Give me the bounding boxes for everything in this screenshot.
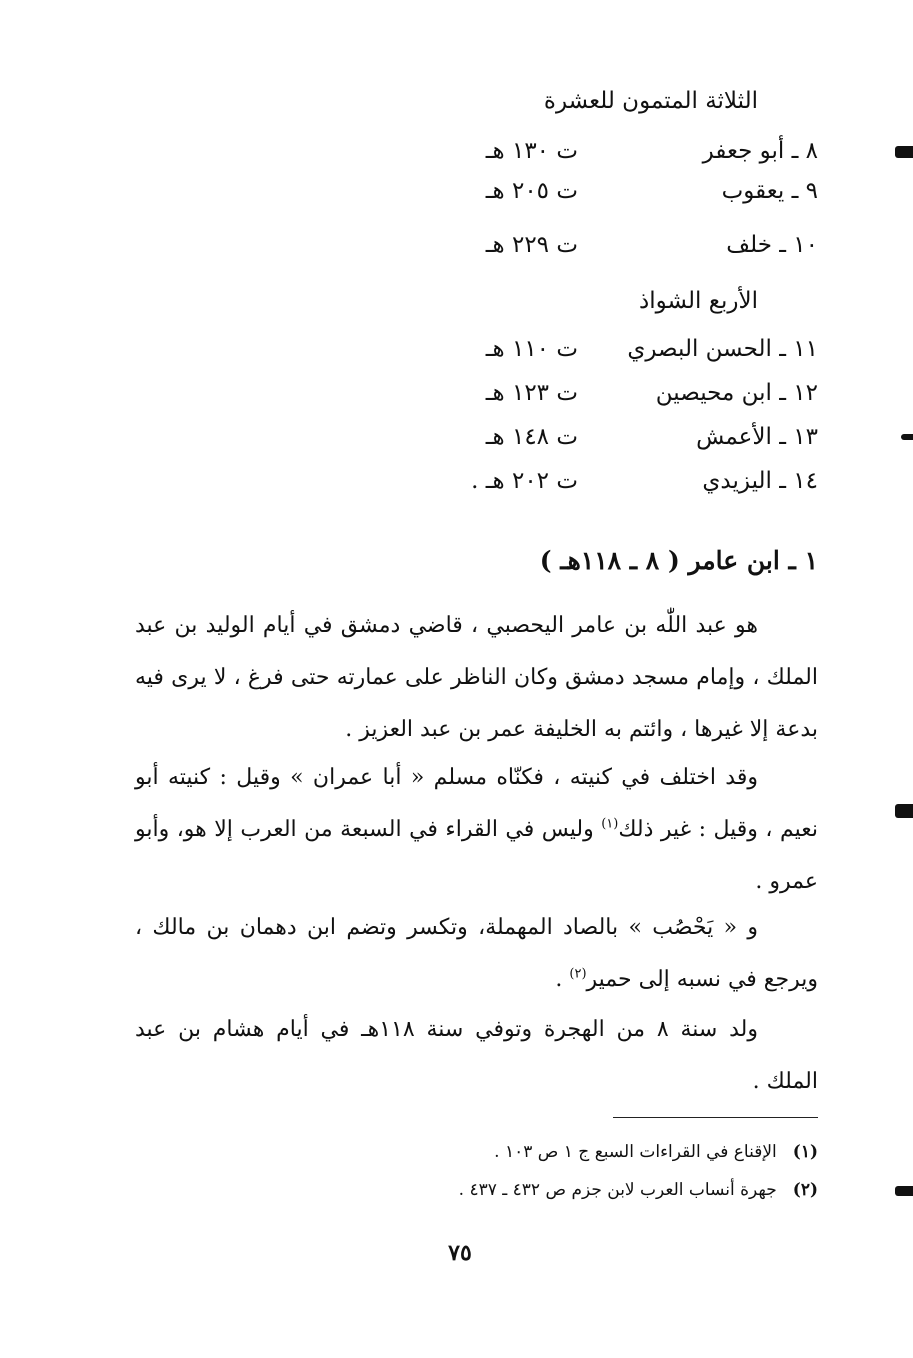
binding-edge-mark — [895, 804, 913, 818]
reader-name: ١٠ ـ خلف — [726, 232, 818, 258]
list-item — [418, 138, 818, 172]
reader-name: ١٣ ـ الأعمش — [696, 424, 818, 450]
group-title-anomalous: الأربع الشواذ — [639, 288, 758, 314]
reader-name: ١٢ ـ ابن محيصين — [655, 380, 818, 406]
list-item — [418, 232, 818, 266]
section-heading: ١ ـ ابن عامر ( ٨ ـ ١١٨هـ ) — [539, 546, 818, 575]
reader-name: ٩ ـ يعقوب — [721, 178, 818, 204]
footnote-divider — [613, 1117, 818, 1118]
footnote-number: (١) — [792, 1142, 818, 1162]
footnote-number: (٢) — [792, 1180, 818, 1200]
paragraph-text: وليس في القراء في السبعة من العرب إلا هو، وأبو عمرو . — [135, 817, 818, 894]
paragraph-text: و « يَحْصُب » بالصاد المهملة، وتكسر وتضم ابن دهمان بن مالك ، ويرجع في نسبه إلى حمير — [135, 915, 818, 992]
footnote-text: جهرة أنساب العرب لابن جزم ص ٤٣٢ ـ ٤٣٧ . — [458, 1180, 777, 1200]
reader-death-date: ت ١٤٨ هـ — [485, 424, 578, 450]
binding-edge-mark — [895, 1186, 913, 1196]
reader-death-date: ت ١١٠ هـ — [485, 336, 578, 362]
list-item — [418, 380, 818, 414]
reader-death-date: ت ٢٠٢ هـ . — [471, 468, 578, 494]
reader-death-date: ت ٢٢٩ هـ — [485, 232, 578, 258]
footnote-reference[interactable]: (٢) — [569, 966, 587, 982]
reader-death-date: ت ٢٠٥ هـ — [485, 178, 578, 204]
paragraph-lineage — [135, 902, 818, 1006]
paragraph-dates: ولد سنة ٨ من الهجرة وتوفي سنة ١١٨هـ في أيام هشام بن عبد الملك . — [135, 1017, 818, 1094]
paragraph-kunya — [135, 752, 818, 908]
reader-name: ١٤ ـ اليزيدي — [702, 468, 818, 494]
list-item — [418, 178, 818, 212]
paragraph-text: وقد اختلف في كنيته ، فكنّاه مسلم « أبا عمران » وقيل : كنيته أبو نعيم ، وقيل : غير ذلك — [135, 765, 818, 842]
reader-death-date: ت ١٢٣ هـ — [485, 380, 578, 406]
page-number: ٧٥ — [448, 1240, 472, 1266]
paragraph-biography: هو عبد اللّٰه بن عامر اليحصبي ، قاضي دمشق في أيام الوليد بن عبد الملك ، وإمام مسجد دمشق وكان الناظر على عمارته حتى فرغ ، لا يرى فيه بدعة إلا غيرها ، وائتم به الخليفة عمر بن عبد العزيز . — [135, 613, 818, 742]
binding-edge-mark — [901, 434, 913, 440]
footnote — [118, 1180, 818, 1200]
group-title-completers: الثلاثة المتمون للعشرة — [543, 88, 758, 114]
paragraph-text: . — [555, 967, 570, 992]
footnote-reference[interactable]: (١) — [601, 816, 619, 832]
list-item — [418, 468, 818, 502]
reader-name: ١١ ـ الحسن البصري — [627, 336, 818, 362]
footnote — [118, 1142, 818, 1162]
footnote-text: الإقناع في القراءات السبع ج ١ ص ١٠٣ . — [494, 1142, 777, 1162]
list-item — [418, 424, 818, 458]
reader-death-date: ت ١٣٠ هـ — [485, 138, 578, 164]
list-item — [418, 336, 818, 370]
binding-edge-mark — [895, 146, 913, 158]
reader-name: ٨ ـ أبو جعفر — [702, 138, 818, 164]
